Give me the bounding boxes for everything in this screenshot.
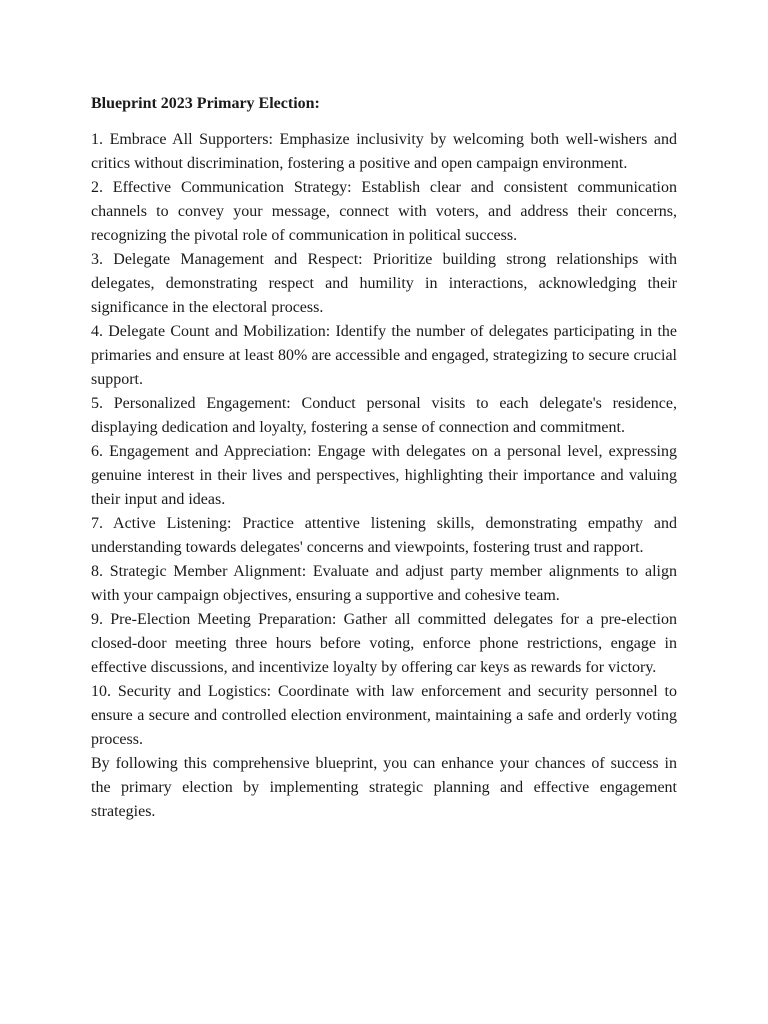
list-item-2: 2. Effective Communication Strategy: Establish clear and consistent communication channels to convey your message, connect with voters, and address their concerns, recognizing the pivotal role of communication in political success. [91,179,677,244]
list-item-9: 9. Pre-Election Meeting Preparation: Gather all committed delegates for a pre-election closed-door meeting three hours before voting, enforce phone restrictions, engage in effective discussions, and incentivize loyalty by offering car keys as rewards for victory. [91,611,677,676]
list-item-8: 8. Strategic Member Alignment: Evaluate and adjust party member alignments to align with your campaign objectives, ensuring a supportive and cohesive team. [91,563,677,604]
list-item-4: 4. Delegate Count and Mobilization: Identify the number of delegates participating in the primaries and ensure at least 80% are accessible and engaged, strategizing to secure crucial support. [91,323,677,388]
list-item-7: 7. Active Listening: Practice attentive listening skills, demonstrating empathy and understanding towards delegates' concerns and viewpoints, fostering trust and rapport. [91,515,677,556]
list-item-5: 5. Personalized Engagement: Conduct personal visits to each delegate's residence, displaying dedication and loyalty, fostering a sense of connection and commitment. [91,395,677,436]
list-item-6: 6. Engagement and Appreciation: Engage with delegates on a personal level, expressing genuine interest in their lives and perspectives, highlighting their importance and valuing their input and ideas. [91,443,677,508]
conclusion-paragraph: By following this comprehensive blueprint, you can enhance your chances of success in the primary election by implementing strategic planning and effective engagement strategies. [91,755,677,820]
document-title: Blueprint 2023 Primary Election: [91,95,320,112]
list-item-10: 10. Security and Logistics: Coordinate with law enforcement and security personnel to ensure a secure and controlled election environment, maintaining a safe and orderly voting process. [91,683,677,748]
document-page [91,92,677,824]
list-item-1: 1. Embrace All Supporters: Emphasize inclusivity by welcoming both well-wishers and critics without discrimination, fostering a positive and open campaign environment. [91,131,677,172]
list-item-3: 3. Delegate Management and Respect: Prioritize building strong relationships with delegates, demonstrating respect and humility in interactions, acknowledging their significance in the electoral process. [91,251,677,316]
